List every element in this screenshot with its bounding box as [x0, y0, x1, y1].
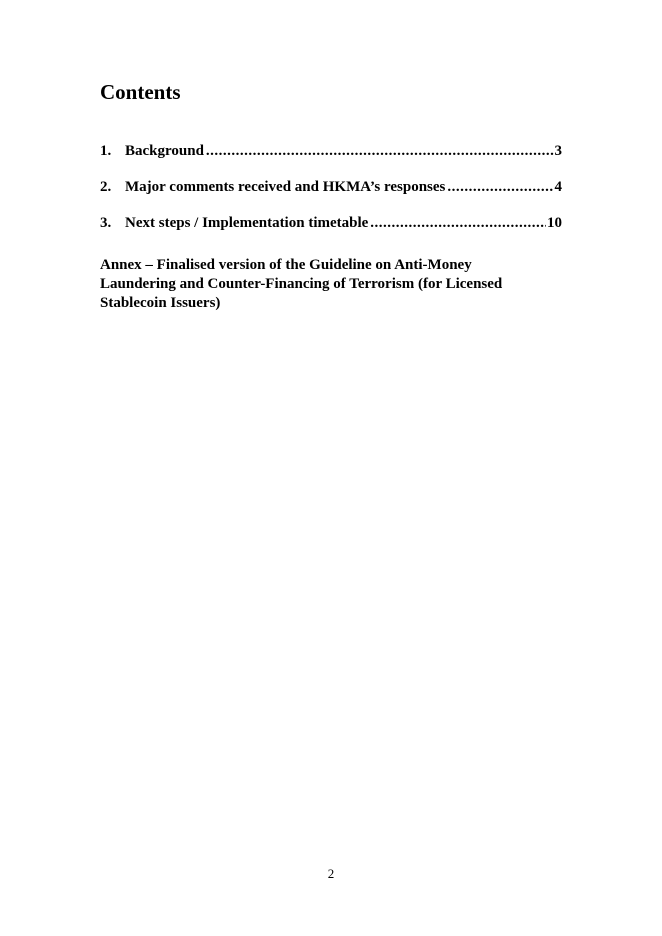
- toc-entry-page: 3: [554, 143, 562, 159]
- toc-entry-major-comments[interactable]: [100, 177, 562, 197]
- toc-entry-number: 2.: [100, 179, 112, 195]
- toc-entry-title: Major comments received and HKMA’s responses: [125, 179, 446, 195]
- toc-entry-next-steps[interactable]: [100, 213, 562, 233]
- toc-entry-number: 3.: [100, 215, 112, 231]
- toc-entry-title: Next steps / Implementation timetable: [125, 215, 369, 231]
- toc-entry-number: 1.: [100, 143, 112, 159]
- toc-entry-background[interactable]: [100, 141, 562, 161]
- table-of-contents: [100, 141, 562, 249]
- contents-heading: Contents: [100, 80, 181, 104]
- toc-dot-leader: [370, 213, 546, 233]
- toc-entry-title: Background: [125, 143, 204, 159]
- toc-dot-leader: [206, 141, 554, 161]
- toc-entry-page: 4: [554, 179, 562, 195]
- page-number: 2: [327, 866, 335, 881]
- toc-dot-leader: [447, 177, 553, 197]
- toc-entry-page: 10: [547, 215, 562, 231]
- toc-annex-entry[interactable]: Annex – Finalised version of the Guideline on Anti-Money Laundering and Counter-Financing of Terrorism (for Licensed Stablecoin Issuers): [100, 257, 503, 311]
